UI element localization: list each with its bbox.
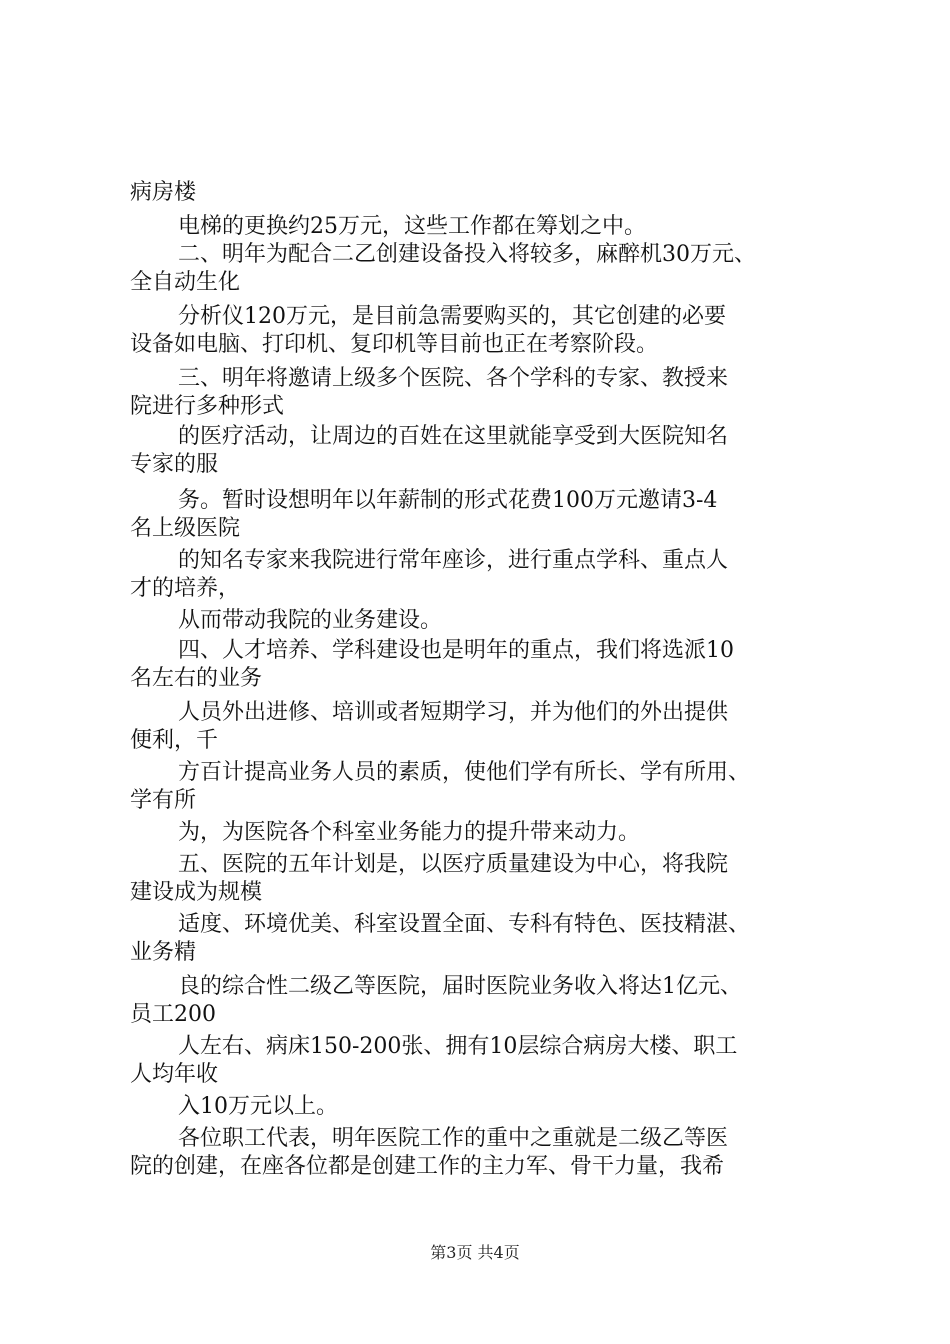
- text-line: 才的培养，: [130, 576, 241, 601]
- text-line: 的医疗活动，让周边的百姓在这里就能享受到大医院知名: [178, 424, 729, 449]
- text-line: 全自动生化: [130, 270, 241, 295]
- text-line: 便利，千: [130, 728, 219, 753]
- text-line: 名左右的业务: [130, 666, 263, 691]
- text-line: 从而带动我院的业务建设。: [178, 608, 443, 633]
- text-line: 人均年收: [130, 1062, 219, 1087]
- text-line: 四、人才培养、学科建设也是明年的重点，我们将选派10: [178, 638, 734, 663]
- text-line: 专家的服: [130, 452, 219, 477]
- text-line: 设备如电脑、打印机、复印机等目前也正在考察阶段。: [130, 332, 659, 357]
- text-line: 名上级医院: [130, 516, 241, 541]
- text-line: 适度、环境优美、科室设置全面、专科有特色、医技精湛、: [178, 912, 751, 937]
- text-line: 建设成为规模: [130, 880, 263, 905]
- text-line: 入10万元以上。: [178, 1094, 338, 1119]
- text-line: 病房楼: [130, 180, 197, 205]
- text-line: 三、明年将邀请上级多个医院、各个学科的专家、教授来: [178, 366, 729, 391]
- text-line: 业务精: [130, 940, 197, 965]
- text-line: 良的综合性二级乙等医院，届时医院业务收入将达1亿元、: [178, 974, 742, 999]
- text-line: 电梯的更换约25万元，这些工作都在筹划之中。: [178, 214, 646, 239]
- text-line: 人员外出进修、培训或者短期学习，并为他们的外出提供: [178, 700, 729, 725]
- text-line: 二、明年为配合二乙创建设备投入将较多，麻醉机30万元、: [178, 242, 756, 267]
- text-line: 务。暂时设想明年以年薪制的形式花费100万元邀请3-4: [178, 488, 718, 513]
- text-line: 各位职工代表，明年医院工作的重中之重就是二级乙等医: [178, 1126, 729, 1151]
- text-line: 院进行多种形式: [130, 394, 285, 419]
- text-line: 方百计提高业务人员的素质，使他们学有所长、学有所用、: [178, 760, 751, 785]
- text-line: 五、医院的五年计划是，以医疗质量建设为中心，将我院: [178, 852, 729, 877]
- text-line: 院的创建，在座各位都是创建工作的主力军、骨干力量，我希: [130, 1154, 725, 1179]
- page-number-footer: 第3页 共4页: [430, 1243, 520, 1262]
- text-line: 的知名专家来我院进行常年座诊，进行重点学科、重点人: [178, 548, 729, 573]
- text-line: 员工200: [130, 1002, 216, 1027]
- text-line: 学有所: [130, 788, 197, 813]
- text-line: 为，为医院各个科室业务能力的提升带来动力。: [178, 820, 641, 845]
- text-line: 分析仪120万元，是目前急需要购买的，其它创建的必要: [178, 304, 726, 329]
- text-line: 人左右、病床150-200张、拥有10层综合病房大楼、职工: [178, 1034, 738, 1059]
